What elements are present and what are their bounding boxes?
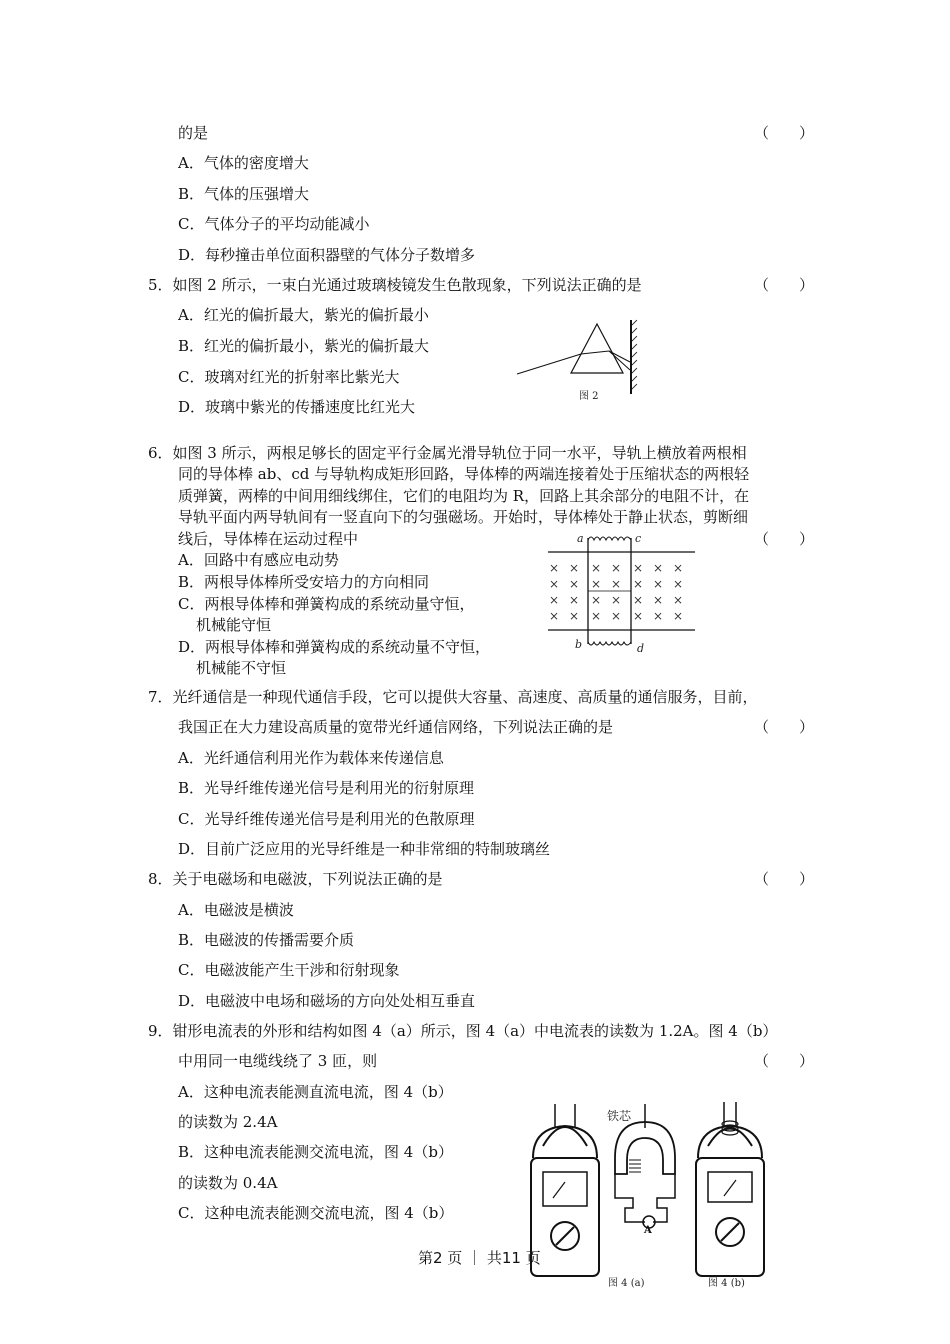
q6-stem-line-3: 质弹簧，两棒的中间用细线绑住，它们的电阻均为 R，回路上其余部分的电阻不计，在	[178, 487, 750, 505]
figure-2-prism	[515, 318, 645, 408]
q9-stem-line-2: 中用同一电缆线绕了 3 匝，则	[178, 1052, 378, 1070]
field-x-mark: ×	[569, 609, 580, 623]
page-footer: 第2 页 ｜ 共11 页	[418, 1249, 541, 1267]
field-x-mark: ×	[549, 609, 560, 623]
field-x-mark: ×	[653, 561, 664, 575]
field-x-mark: ×	[673, 593, 684, 607]
clamp-outer	[533, 1126, 597, 1158]
q5-answer-paren: （ ）	[754, 276, 815, 294]
field-x-mark: ×	[549, 577, 560, 591]
meter-body	[531, 1158, 599, 1276]
q5-option-a: A．红光的偏折最大，紫光的偏折最小	[178, 306, 429, 324]
q7-option-d: D．目前广泛应用的光导纤维是一种非常细的特制玻璃丝	[178, 840, 551, 858]
q6-option-c: C．两根导体棒和弹簧构成的系统动量守恒，	[178, 595, 475, 613]
q6-option-d: D．两根导体棒和弹簧构成的系统动量不守恒，	[178, 638, 491, 656]
q6-option-c-cont: 机械能守恒	[196, 616, 272, 634]
q8-option-c: C．电磁波能产生干涉和衍射现象	[178, 961, 400, 979]
refracted-ray	[581, 351, 609, 354]
iron-core	[615, 1122, 675, 1174]
q6-stem-line-1: 6．如图 3 所示，两根足够长的固定平行金属光滑导轨位于同一水平，导轨上横放着两根相	[148, 444, 747, 462]
q7-option-c: C．光导纤维传递光信号是利用光的色散原理	[178, 810, 475, 828]
q9-option-b: B．这种电流表能测交流电流，图 4（b）	[178, 1143, 453, 1161]
field-x-mark: ×	[591, 609, 602, 623]
field-x-mark: ×	[611, 577, 622, 591]
label-c: c	[635, 532, 642, 545]
field-x-mark: ×	[633, 561, 644, 575]
magnetic-field-marks	[549, 561, 683, 623]
field-x-mark: ×	[569, 593, 580, 607]
q4-answer-paren: （ ）	[754, 124, 815, 142]
field-x-mark: ×	[653, 609, 664, 623]
field-x-mark: ×	[653, 593, 664, 607]
q6-stem-line-2: 同的导体棒 ab、cd 与导轨构成矩形回路，导体棒的两端连接着处于压缩状态的两根轻	[178, 465, 750, 483]
meter-dial	[543, 1172, 587, 1206]
q9-option-a: A．这种电流表能测直流电流，图 4（b）	[178, 1083, 453, 1101]
spring-top	[588, 537, 631, 540]
figure-4a-caption: 图 4 (a)	[608, 1278, 645, 1289]
q4-stem: 的是	[178, 124, 209, 142]
q6-stem-line-5: 线后，导体棒在运动过程中	[178, 530, 359, 548]
prism-shape	[571, 324, 623, 373]
q6-answer-paren: （ ）	[754, 530, 815, 548]
q4-option-c: C．气体分子的平均动能减小	[178, 215, 370, 233]
field-x-mark: ×	[591, 577, 602, 591]
ammeter-label: A	[644, 1225, 652, 1236]
cable	[555, 1104, 575, 1128]
field-x-mark: ×	[549, 561, 560, 575]
field-x-mark: ×	[673, 609, 684, 623]
field-x-mark: ×	[653, 577, 664, 591]
dial-needle-b	[724, 1180, 736, 1196]
q4-option-a: A．气体的密度增大	[178, 154, 309, 172]
spring-bottom	[588, 642, 631, 645]
q6-option-a: A．回路中有感应电动势	[178, 551, 339, 569]
figure-2-caption: 图 2	[579, 391, 599, 402]
figure-4b-caption: 图 4 (b)	[708, 1278, 745, 1289]
label-d: d	[637, 642, 645, 655]
iron-core-label: 铁芯	[607, 1109, 632, 1123]
q7-stem-line-1: 7．光纤通信是一种现代通信手段，它可以提供大容量、高速度、高质量的通信服务，目前，	[148, 688, 758, 706]
field-x-mark: ×	[569, 577, 580, 591]
q8-option-b: B．电磁波的传播需要介质	[178, 931, 355, 949]
knob-slash	[556, 1227, 574, 1245]
field-x-mark: ×	[673, 577, 684, 591]
q6-option-b: B．两根导体棒所受安培力的方向相同	[178, 573, 430, 591]
field-x-mark: ×	[611, 561, 622, 575]
q9-option-c: C．这种电流表能测交流电流，图 4（b）	[178, 1204, 454, 1222]
q8-answer-paren: （ ）	[754, 870, 815, 888]
dial-needle	[553, 1182, 565, 1198]
knob-slash-b	[721, 1223, 739, 1241]
field-x-mark: ×	[611, 609, 622, 623]
q4-option-b: B．气体的压强增大	[178, 185, 310, 203]
field-x-mark: ×	[633, 609, 644, 623]
q8-option-a: A．电磁波是横波	[178, 901, 294, 919]
q9-option-b-cont: 的读数为 0.4A	[178, 1174, 278, 1192]
field-x-mark: ×	[633, 577, 644, 591]
q6-stem-line-4: 导轨平面内两导轨间有一竖直向下的匀强磁场。开始时，导体棒处于静止状态，剪断细	[178, 508, 749, 526]
field-x-mark: ×	[611, 593, 622, 607]
field-x-mark: ×	[633, 593, 644, 607]
q4-option-d: D．每秒撞击单位面积器壁的气体分子数增多	[178, 246, 476, 264]
label-a: a	[577, 532, 584, 545]
core-wire-right	[653, 1174, 675, 1222]
field-x-mark: ×	[549, 593, 560, 607]
figure-4b-clamp-meter	[690, 1098, 770, 1282]
q9-option-a-cont: 的读数为 2.4A	[178, 1113, 278, 1131]
q5-option-c: C．玻璃对红光的折射率比紫光大	[178, 368, 400, 386]
q7-stem-line-2: 我国正在大力建设高质量的宽带光纤通信网络，下列说法正确的是	[178, 718, 614, 736]
figure-3-rails	[543, 530, 698, 660]
figure-4a-core-structure	[605, 1098, 685, 1238]
core-coil	[629, 1160, 641, 1172]
cable-b	[724, 1102, 736, 1126]
q5-option-d: D．玻璃中紫光的传播速度比红光大	[178, 398, 416, 416]
core-wire-left	[615, 1174, 645, 1222]
field-x-mark: ×	[569, 561, 580, 575]
q5-option-b: B．红光的偏折最小，紫光的偏折最大	[178, 337, 430, 355]
q7-answer-paren: （ ）	[754, 718, 815, 736]
q9-stem-line-1: 9．钳形电流表的外形和结构如图 4（a）所示，图 4（a）中电流表的读数为 1.2A。图 4（b）	[148, 1022, 778, 1040]
field-x-mark: ×	[673, 561, 684, 575]
q8-option-d: D．电磁波中电场和磁场的方向处处相互垂直	[178, 992, 476, 1010]
field-x-mark: ×	[591, 561, 602, 575]
field-x-mark: ×	[591, 593, 602, 607]
q7-option-a: A．光纤通信利用光作为载体来传递信息	[178, 749, 444, 767]
q8-stem: 8．关于电磁场和电磁波，下列说法正确的是	[148, 870, 443, 888]
label-b: b	[575, 638, 583, 651]
q5-stem: 5．如图 2 所示，一束白光通过玻璃棱镜发生色散现象，下列说法正确的是	[148, 276, 642, 294]
q7-option-b: B．光导纤维传递光信号是利用光的衍射原理	[178, 779, 475, 797]
q9-answer-paren: （ ）	[754, 1052, 815, 1070]
q6-option-d-cont: 机械能不守恒	[196, 659, 287, 677]
